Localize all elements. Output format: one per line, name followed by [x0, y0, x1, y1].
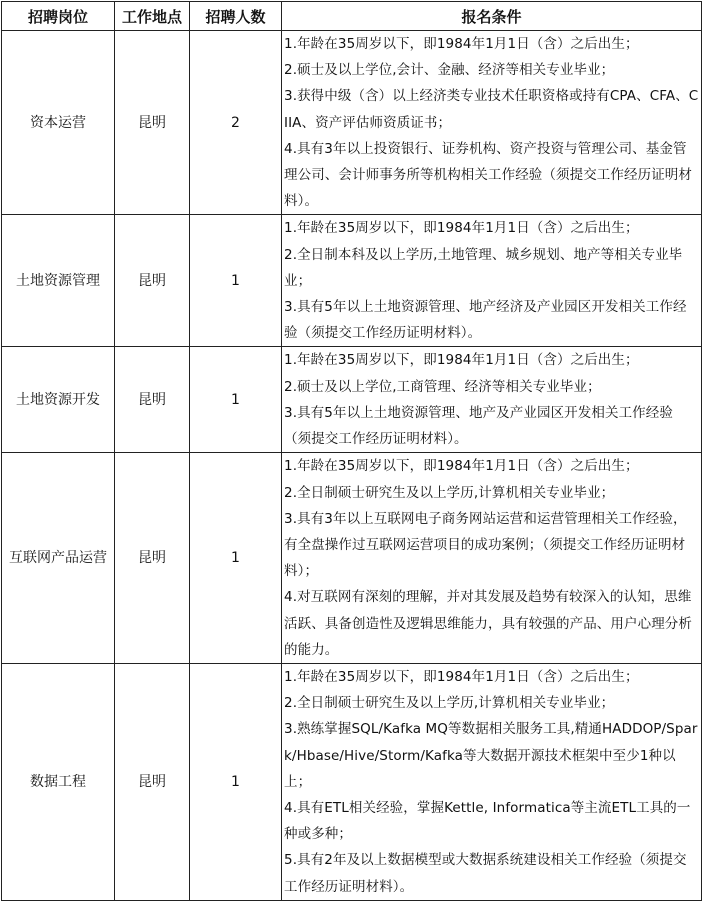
recruitment-table [1, 1, 702, 901]
count-cell: 2 [190, 31, 282, 215]
requirement-item: 4.对互联网有深刻的理解，并对其发展及趋势有较深入的认知，思维活跃、具备创造性及逻辑思维能力，具有较强的产品、用户心理分析的能力。 [284, 589, 692, 658]
header-position: 招聘岗位 [2, 2, 115, 31]
position-cell: 资本运营 [2, 31, 115, 215]
header-location: 工作地点 [115, 2, 190, 31]
requirement-item: 4.具有3年以上投资银行、证券机构、资产投资与管理公司、基金管理公司、会计师事务所等机构相关工作经验（须提交工作经历证明材料）。 [284, 140, 692, 210]
requirement-item: 3.获得中级（含）以上经济类专业技术任职资格或持有CPA、CFA、CIIA、资产评估师资质证书； [284, 88, 699, 131]
table-row [2, 31, 702, 215]
position-cell: 土地资源开发 [2, 347, 115, 453]
requirement-item: 1.年龄在35周岁以下，即1984年1月1日（含）之后出生； [284, 458, 639, 475]
requirement-item: 5.具有2年及以上数据模型或大数据系统建设相关工作经验（须提交工作经历证明材料）。 [284, 852, 687, 895]
requirement-item: 4.具有ETL相关经验，掌握Kettle, Informatica等主流ETL工具的一种或多种； [284, 800, 691, 843]
requirement-item: 1.年龄在35周岁以下，即1984年1月1日（含）之后出生； [284, 36, 639, 52]
table-row [2, 453, 702, 664]
requirements-cell [282, 31, 702, 215]
location-cell: 昆明 [115, 664, 190, 901]
requirement-item: 2.全日制硕士研究生及以上学历,计算机相关专业毕业； [284, 695, 615, 712]
requirement-item: 3.具有3年以上互联网电子商务网站运营和运营管理相关工作经验，有全盘操作过互联网运营项目的成功案例；（须提交工作经历证明材料）； [284, 510, 687, 580]
location-cell: 昆明 [115, 31, 190, 215]
count-cell: 1 [190, 347, 282, 453]
requirement-item: 2.全日制硕士研究生及以上学历,计算机相关专业毕业； [284, 484, 615, 501]
requirement-item: 3.熟练掌握SQL/Kafka MQ等数据相关服务工具,精通HADDOP/Spark/Hbase/Hive/Storm/Kafka等大数据开源技术框架中至少1种以上； [284, 721, 698, 790]
header-requirements: 报名条件 [282, 2, 702, 31]
requirement-item: 2.硕士及以上学位,会计、金融、经济等相关专业毕业； [284, 62, 615, 79]
requirements-cell [282, 453, 702, 664]
requirement-item: 1.年龄在35周岁以下，即1984年1月1日（含）之后出生； [284, 352, 639, 369]
table-row [2, 664, 702, 901]
header-count: 招聘人数 [190, 2, 282, 31]
requirements-cell [282, 215, 702, 347]
location-cell: 昆明 [115, 347, 190, 453]
count-cell: 1 [190, 664, 282, 901]
requirement-item: 2.全日制本科及以上学历,土地管理、城乡规划、地产等相关专业毕业； [284, 246, 683, 289]
position-cell: 互联网产品运营 [2, 453, 115, 664]
requirement-item: 3.具有5年以上土地资源管理、地产经济及产业园区开发相关工作经验（须提交工作经历证明材料）。 [284, 299, 687, 342]
header-row [2, 2, 702, 31]
count-cell: 1 [190, 215, 282, 347]
location-cell: 昆明 [115, 215, 190, 347]
requirement-item: 3.具有5年以上土地资源管理、地产及产业园区开发相关工作经验（须提交工作经历证明材料）。 [284, 404, 673, 448]
table-row [2, 347, 702, 453]
count-cell: 1 [190, 453, 282, 664]
table-row [2, 215, 702, 347]
requirements-cell [282, 347, 702, 453]
position-cell: 土地资源管理 [2, 215, 115, 347]
requirement-item: 2.硕士及以上学位,工商管理、经济等相关专业毕业； [284, 378, 601, 395]
requirements-cell [282, 664, 702, 901]
requirement-item: 1.年龄在35周岁以下，即1984年1月1日（含）之后出生； [284, 220, 639, 237]
position-cell: 数据工程 [2, 664, 115, 901]
location-cell: 昆明 [115, 453, 190, 664]
requirement-item: 1.年龄在35周岁以下，即1984年1月1日（含）之后出生； [284, 669, 639, 686]
